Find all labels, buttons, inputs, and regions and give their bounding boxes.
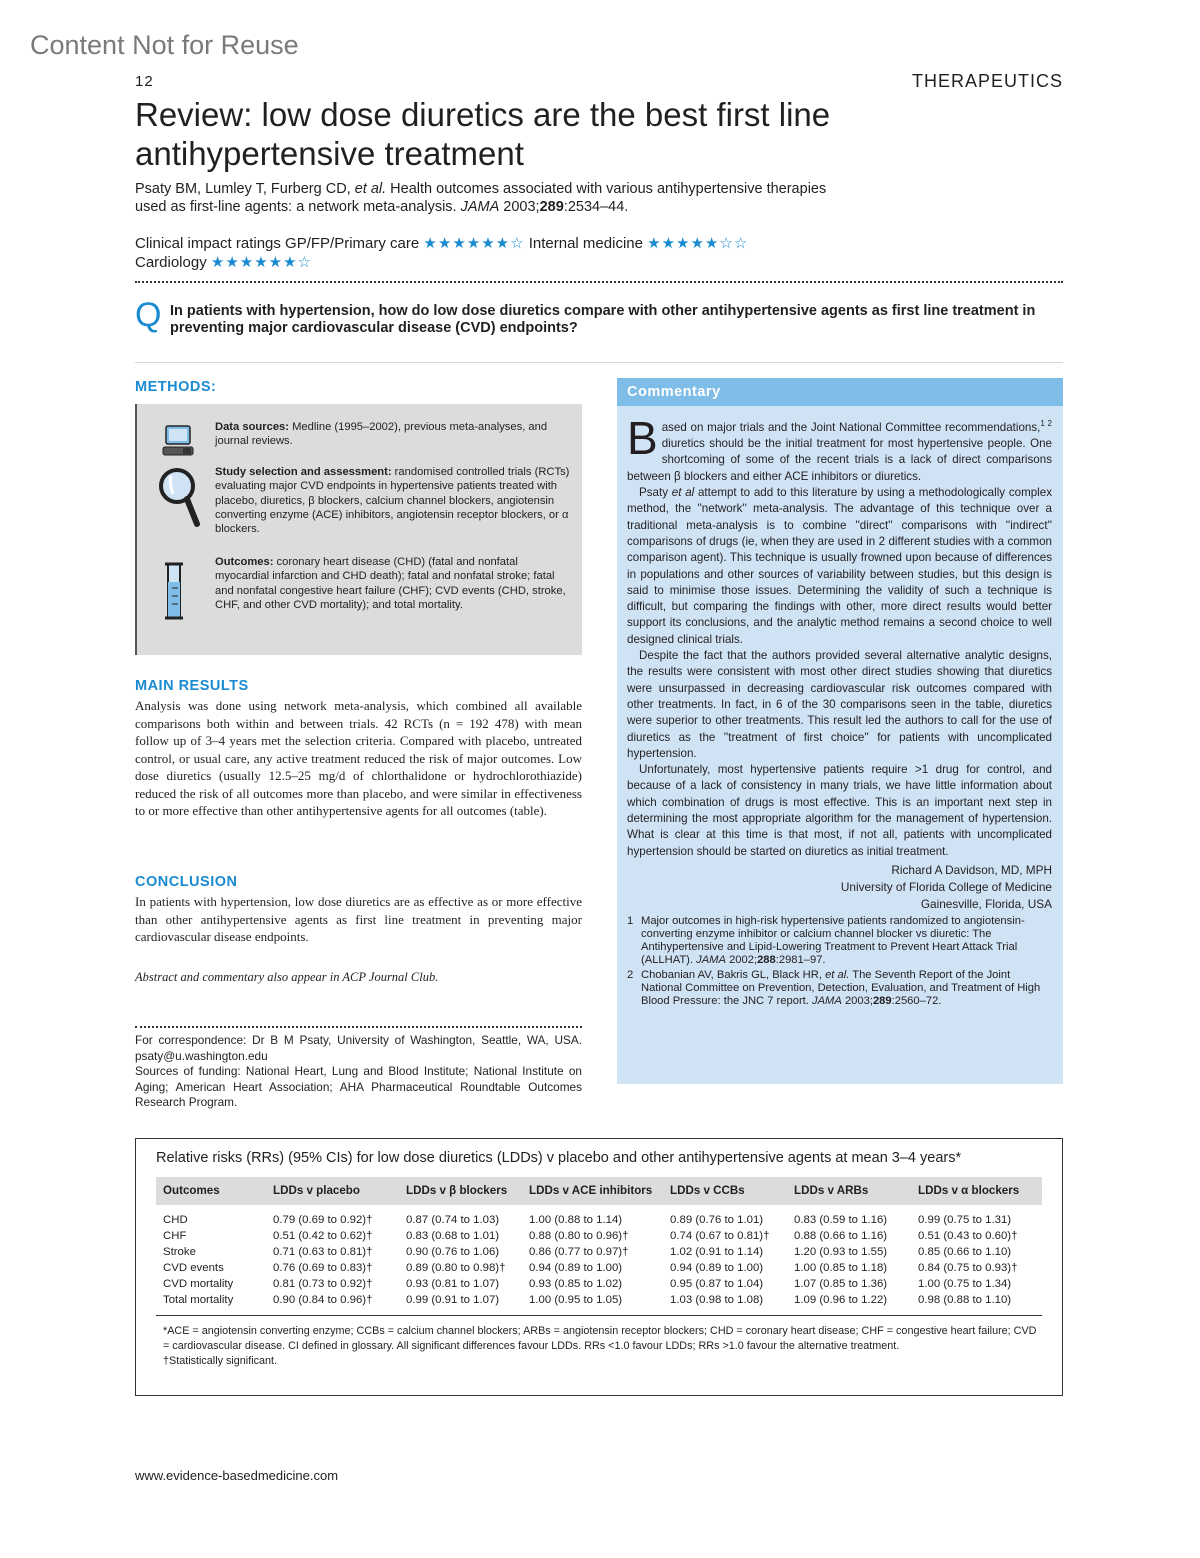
table-header: LDDs v CCBs [670, 1184, 745, 1197]
magnifier-icon [157, 466, 201, 528]
outcome-label: CHF [163, 1230, 187, 1242]
rr-cell: 0.94 (0.89 to 1.00) [529, 1262, 623, 1274]
rr-cell: 0.74 (0.67 to 0.81)† [670, 1230, 770, 1242]
author-name: Richard A Davidson, MD, MPH [891, 862, 1052, 877]
article-title: Review: low dose diuretics are the best first line antihypertensive treatment [135, 96, 831, 172]
rr-cell: 0.51 (0.42 to 0.62)† [273, 1230, 373, 1242]
conclusion-text: In patients with hypertension, low dose diuretics are as effective as or more effective than other antihypertensive agents as first line treatment in preventing major cardiovascular disease endpoints. [135, 894, 582, 944]
rr-cell: 0.83 (0.59 to 1.16) [794, 1214, 888, 1226]
methods-heading: METHODS: [135, 379, 217, 395]
computer-icon [161, 424, 195, 458]
rr-cell: 1.20 (0.93 to 1.55) [794, 1246, 888, 1258]
cardiology-label: Cardiology [135, 254, 207, 271]
author-affiliation: University of Florida College of Medicine [840, 879, 1052, 894]
table-row [163, 1214, 1043, 1230]
table-row [163, 1230, 1043, 1246]
commentary-heading: Commentary [617, 378, 1063, 406]
table-row [163, 1262, 1043, 1278]
table-row [163, 1278, 1043, 1294]
table-header-row [156, 1177, 1042, 1205]
table-header: LDDs v ARBs [794, 1184, 869, 1197]
rr-cell: 0.98 (0.88 to 1.10) [918, 1294, 1012, 1306]
commentary-paragraph: Psaty et al attempt to add to this literature by using a methodologically complex method, the ''network'' meta-analysis. The advantage of this technique over a traditional meta-analysis is to combine ''direct'' comparisons with ''indirect'' comparisons of drugs (ie, when they are used in 2 different studies with a common comparison agent). This technique is usually frowned upon because of differences in populations and other sources of variability between studies, but this design is said to minimise those issues. Determining the validity of such a technique is difficult, but comparing the findings with other, more direct results would better support its conclusions, and the analytic method remains a second choice to well designed clinical trials. [627, 486, 1052, 646]
drop-cap: B [627, 412, 658, 464]
rr-cell: 1.00 (0.95 to 1.05) [529, 1294, 623, 1306]
question-mark-q: Q [135, 296, 162, 334]
outcome-label: Total mortality [163, 1294, 234, 1306]
dotted-divider [135, 1026, 582, 1028]
commentary-paragraph: Despite the fact that the authors provided several alternative analytic designs, the results were consistent with most other direct studies showing that diuretics were unsurpassed in decreasing cardiovascular risk outcomes compared with other treatments. In fact, in 6 of the 30 comparisons seen in the table, diuretics were superior to other treatments. This result led the authors to call for the use of diuretics as the ''treatment of first choice'' for patients with uncomplicated hypertension. [627, 649, 1052, 760]
main-results-heading: MAIN RESULTS [135, 678, 249, 694]
methods-outcomes: Outcomes: coronary heart disease (CHD) (fatal and nonfatal myocardial infarction and CHD death); fatal and nonfatal stroke; fatal and nonfatal congestive heart failure (CHF); CVD events (CHD, stroke, CHF, and other CVD mortality); and total mortality. [215, 556, 566, 611]
outcome-label: CHD [163, 1214, 188, 1226]
rr-cell: 0.88 (0.80 to 0.96)† [529, 1230, 629, 1242]
rr-cell: 0.79 (0.69 to 0.92)† [273, 1214, 373, 1226]
table-row [163, 1246, 1043, 1262]
rr-cell: 0.99 (0.91 to 1.07) [406, 1294, 500, 1306]
rr-cell: 0.93 (0.81 to 1.07) [406, 1278, 500, 1290]
clinical-impact-ratings [135, 234, 855, 272]
table-footnote [163, 1324, 1043, 1369]
methods-box [135, 404, 582, 655]
clinical-question: In patients with hypertension, how do low dose diuretics compare with other antihypertensive agents as first line treatment in preventing major cardiovascular disease (CVD) endpoints? [170, 303, 1036, 336]
rr-cell: 0.81 (0.73 to 0.92)† [273, 1278, 373, 1290]
table-header: LDDs v ACE inhibitors [529, 1184, 653, 1197]
methods-data-sources: Data sources: Medline (1995–2002), previous meta-analyses, and journal reviews. [215, 421, 548, 448]
citation-article: Health outcomes associated with various antihypertensive therapies used as first-line agents: a network meta-analysis. [135, 181, 827, 215]
ratings-label: Clinical impact ratings GP/FP/Primary care [135, 235, 420, 252]
commentary-paragraph: Based on major trials and the Joint National Committee recommendations,$^{1 2}$ diuretics should be the initial treatment for most hypertensive people. One shortcoming of some of the recent trials is a lack of direct comparisons between β blockers and either ACE inhibitors or diuretics. [627, 412, 1053, 483]
commentary-paragraph: Unfortunately, most hypertensive patients require >1 drug for control, and because of a lack of consistency in many trials, we have little information about which combination of drugs is most effective. This is an important next step in determining the most appropriate algorithm for the management of hypertension. What is clear at this time is that most, if not all, patients with uncomplicated hypertension should be started on diuretics as initial treatment. [627, 763, 1052, 858]
commentary-body [627, 412, 1053, 1008]
outcome-label: CVD events [163, 1262, 224, 1274]
citation-volume: 289 [539, 199, 564, 215]
funding-text: Sources of funding: National Heart, Lung and Blood Institute; National Institute on Aging; American Heart Association; AHA Pharmaceutical Roundtable Outcomes Research Program. [135, 1064, 582, 1110]
rr-cell: 0.85 (0.66 to 1.10) [918, 1246, 1012, 1258]
citation-journal: JAMA [460, 199, 500, 215]
section-label: THERAPEUTICS [911, 71, 1063, 91]
test-tube-icon [163, 562, 185, 620]
rr-cell: 1.03 (0.98 to 1.08) [670, 1294, 764, 1306]
table-header: LDDs v β blockers [406, 1184, 508, 1197]
citation-year: 2003; [499, 199, 540, 215]
main-results-text: Analysis was done using network meta-analysis, which combined all available comparisons both within and between trials. 42 RCTs (n = 192 478) with mean follow up of 3–4 years met the selection criteria. Compared with placebo, untreated control, or usual care, any active treatment reduced the risk of major outcomes. Low dose diuretics (usually 12.5–25 mg/d of chlorthalidone or hydrochlorothiazide) reduced the risk of all outcomes more than placebo, and were similar in effectiveness to or more effective than other antihypertensive agents for all outcomes (table). [135, 698, 582, 818]
cardiology-rating-stars: ★★★★★★☆ [210, 254, 313, 271]
rr-cell: 0.86 (0.77 to 0.97)† [529, 1246, 629, 1258]
table-row [163, 1294, 1043, 1310]
rr-cell: 1.02 (0.91 to 1.14) [670, 1246, 764, 1258]
outcome-label: CVD mortality [163, 1278, 234, 1290]
citation-pages: :2534–44. [563, 199, 629, 215]
rr-cell: 0.83 (0.68 to 1.01) [406, 1230, 500, 1242]
methods-study-selection: Study selection and assessment: randomised controlled trials (RCTs) evaluating major CVD endpoints in hypertensive patients treated with placebo, diuretics, β blockers, calcium channel blockers, angiotensin converting enzyme (ACE) inhibitors, angiotensin receptor blockers, or α blockers. [215, 466, 570, 536]
rr-cell: 0.51 (0.43 to 0.60)† [918, 1230, 1018, 1242]
rr-cell: 0.88 (0.66 to 1.16) [794, 1230, 888, 1242]
page-number: 12 [135, 73, 154, 90]
acp-note: Abstract and commentary also appear in ACP Journal Club. [135, 970, 439, 984]
rr-cell: 0.84 (0.75 to 0.93)† [918, 1262, 1018, 1274]
rr-cell: 0.90 (0.84 to 0.96)† [273, 1294, 373, 1306]
correspondence [135, 1033, 582, 1111]
table-caption: Relative risks (RRs) (95% CIs) for low dose diuretics (LDDs) v placebo and other antihypertensive agents at mean 3–4 years* [156, 1150, 962, 1166]
rr-cell: 0.99 (0.75 to 1.31) [918, 1214, 1012, 1226]
citation [135, 180, 855, 216]
results-table [135, 1138, 1063, 1396]
table-header: Outcomes [163, 1184, 220, 1197]
im-rating-stars: ★★★★★☆☆ [647, 235, 749, 252]
outcome-label: Stroke [163, 1246, 196, 1258]
reference-1: 1 Major outcomes in high-risk hypertensive patients randomized to angiotensin-converting enzyme inhibitor or calcium channel blocker vs diuretic: The Antihypertensive and Lipid-Lowering Treatment to Prevent Heart Attack Trial (ALLHAT). JAMA 2002;288:2981–97. [627, 914, 1025, 966]
rr-cell: 0.76 (0.69 to 0.83)† [273, 1262, 373, 1274]
author-location: Gainesville, Florida, USA [920, 896, 1052, 911]
reference-2: 2 Chobanian AV, Bakris GL, Black HR, et al. The Seventh Report of the Joint National Committee on Prevention, Detection, Evaluation, and Treatment of High Blood Pressure: the JNC 7 report. JAMA 2003;289:2560–72. [627, 968, 1041, 1007]
footer-url: www.evidence-basedmedicine.com [135, 1468, 339, 1483]
gp-rating-stars: ★★★★★★☆ [423, 235, 525, 252]
rr-cell: 0.94 (0.89 to 1.00) [670, 1262, 764, 1274]
conclusion-heading: CONCLUSION [135, 874, 238, 890]
correspondence-text: For correspondence: Dr B M Psaty, University of Washington, Seattle, WA, USA. psaty@u.washington.edu [135, 1033, 582, 1063]
table-header: LDDs v α blockers [918, 1184, 1020, 1197]
citation-etal: et al. [354, 181, 387, 197]
table-note: *ACE = angiotensin converting enzyme; CCBs = calcium channel blockers; ARBs = angiotensin receptor blockers; CHD = coronary heart disease; CHF = congestive heart failure; CVD = cardiovascular disease. CI defined in glossary. All significant differences favour LDDs. RRs <1.0 favour LDDs; RRs >1.0 favour the alternative treatment. [163, 1325, 1037, 1352]
rr-cell: 0.95 (0.87 to 1.04) [670, 1278, 764, 1290]
rr-cell: 1.07 (0.85 to 1.36) [794, 1278, 888, 1290]
table-header: LDDs v placebo [273, 1184, 360, 1197]
table-rule [156, 1315, 1042, 1316]
rr-cell: 0.71 (0.63 to 0.81)† [273, 1246, 373, 1258]
rr-cell: 0.93 (0.85 to 1.02) [529, 1278, 623, 1290]
commentary-author [627, 862, 1052, 913]
commentary-box [617, 378, 1063, 1084]
rr-cell: 1.00 (0.85 to 1.18) [794, 1262, 888, 1274]
im-label: Internal medicine [528, 235, 643, 252]
question-divider [135, 362, 1063, 363]
table-note-significance: †Statistically significant. [163, 1355, 278, 1367]
dotted-divider [135, 281, 1063, 283]
rr-cell: 0.87 (0.74 to 1.03) [406, 1214, 500, 1226]
rr-cell: 1.09 (0.96 to 1.22) [794, 1294, 888, 1306]
rr-cell: 1.00 (0.75 to 1.34) [918, 1278, 1012, 1290]
watermark: Content Not for Reuse [30, 30, 299, 60]
citation-authors: Psaty BM, Lumley T, Furberg CD, [135, 181, 355, 197]
rr-cell: 1.00 (0.88 to 1.14) [529, 1214, 623, 1226]
rr-cell: 0.89 (0.80 to 0.98)† [406, 1262, 506, 1274]
rr-cell: 0.90 (0.76 to 1.06) [406, 1246, 500, 1258]
rr-cell: 0.89 (0.76 to 1.01) [670, 1214, 764, 1226]
